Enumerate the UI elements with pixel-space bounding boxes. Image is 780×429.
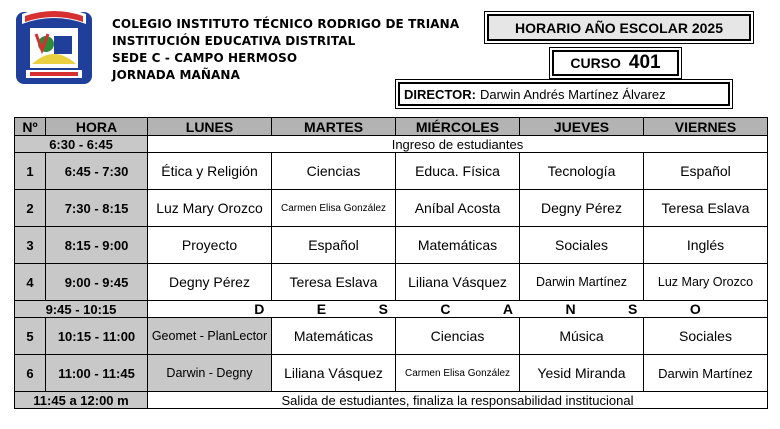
cell-lunes: Geomet - PlanLector bbox=[148, 318, 272, 355]
cell-viernes: Español bbox=[644, 153, 768, 190]
break-letter: O bbox=[689, 301, 701, 317]
col-miercoles-header: MIÉRCOLES bbox=[396, 118, 520, 136]
break-letter: C bbox=[440, 301, 451, 317]
col-hora-header: HORA bbox=[46, 118, 148, 136]
period-time: 7:30 - 8:15 bbox=[46, 190, 148, 227]
break-letter: S bbox=[628, 301, 638, 317]
institution-type: INSTITUCIÓN EDUCATIVA DISTRITAL bbox=[112, 34, 356, 48]
cell-lunes: Proyecto bbox=[148, 227, 272, 264]
break-row bbox=[15, 301, 768, 318]
period-row-3 bbox=[15, 227, 768, 264]
period-number: 4 bbox=[15, 264, 46, 301]
break-letter: A bbox=[502, 301, 514, 317]
course-number: 401 bbox=[628, 52, 661, 73]
period-row-4 bbox=[15, 264, 768, 301]
period-number: 3 bbox=[15, 227, 46, 264]
cell-lunes: Darwin - Degny bbox=[148, 355, 272, 392]
col-martes-header: MARTES bbox=[272, 118, 396, 136]
cell-viernes: Sociales bbox=[644, 318, 768, 355]
period-row-1 bbox=[15, 153, 768, 190]
course-box bbox=[552, 50, 679, 76]
cell-martes: Carmen Elisa González bbox=[272, 190, 396, 227]
cell-jueves: Yesid Miranda bbox=[520, 355, 644, 392]
cell-miercoles: Carmen Elisa González bbox=[396, 355, 520, 392]
dismissal-time: 11:45 a 12:00 m bbox=[15, 392, 148, 409]
col-num-header: Nº bbox=[15, 118, 46, 136]
director-label: DIRECTOR: bbox=[404, 86, 476, 102]
period-number: 1 bbox=[15, 153, 46, 190]
cell-jueves: Degny Pérez bbox=[520, 190, 644, 227]
period-time: 9:00 - 9:45 bbox=[46, 264, 148, 301]
cell-martes: Liliana Vásquez bbox=[272, 355, 396, 392]
period-time: 8:15 - 9:00 bbox=[46, 227, 148, 264]
period-number: 5 bbox=[15, 318, 46, 355]
break-letter: D bbox=[254, 301, 265, 317]
cell-miercoles: Matemáticas bbox=[396, 227, 520, 264]
period-number: 6 bbox=[15, 355, 46, 392]
period-time: 11:00 - 11:45 bbox=[46, 355, 148, 392]
period-row-2 bbox=[15, 190, 768, 227]
break-letter: S bbox=[378, 301, 388, 317]
cell-jueves: Música bbox=[520, 318, 644, 355]
cell-lunes: Degny Pérez bbox=[148, 264, 272, 301]
schedule-table bbox=[14, 117, 768, 409]
period-time: 6:45 - 7:30 bbox=[46, 153, 148, 190]
dismissal-row bbox=[15, 392, 768, 409]
period-row-5 bbox=[15, 318, 768, 355]
cell-miercoles: Educa. Física bbox=[396, 153, 520, 190]
arrival-text: Ingreso de estudiantes bbox=[148, 136, 768, 153]
cell-lunes: Ética y Religión bbox=[148, 153, 272, 190]
col-lunes-header: LUNES bbox=[148, 118, 272, 136]
cell-jueves: Tecnología bbox=[520, 153, 644, 190]
arrival-time: 6:30 - 6:45 bbox=[15, 136, 148, 153]
cell-martes: Teresa Eslava bbox=[272, 264, 396, 301]
col-jueves-header: JUEVES bbox=[520, 118, 644, 136]
cell-lunes: Luz Mary Orozco bbox=[148, 190, 272, 227]
cell-viernes: Luz Mary Orozco bbox=[644, 264, 768, 301]
cell-martes: Español bbox=[272, 227, 396, 264]
cell-miercoles: Liliana Vásquez bbox=[396, 264, 520, 301]
school-crest-logo bbox=[12, 4, 96, 88]
break-label bbox=[148, 301, 768, 318]
course-label: CURSO bbox=[570, 55, 621, 71]
cell-miercoles: Ciencias bbox=[396, 318, 520, 355]
school-info bbox=[112, 16, 459, 84]
arrival-row bbox=[15, 136, 768, 153]
cell-martes: Matemáticas bbox=[272, 318, 396, 355]
director-name: Darwin Andrés Martínez Álvarez bbox=[479, 86, 666, 102]
period-number: 2 bbox=[15, 190, 46, 227]
school-name: COLEGIO INSTITUTO TÉCNICO RODRIGO DE TRIANA bbox=[112, 17, 460, 31]
header-row bbox=[15, 118, 768, 136]
cell-viernes: Darwin Martínez bbox=[644, 355, 768, 392]
cell-viernes: Inglés bbox=[644, 227, 768, 264]
schedule-title: HORARIO AÑO ESCOLAR 2025 bbox=[487, 14, 751, 41]
col-viernes-header: VIERNES bbox=[644, 118, 768, 136]
break-letter: N bbox=[565, 301, 576, 317]
director-box bbox=[398, 82, 730, 106]
shift: JORNADA MAÑANA bbox=[112, 68, 240, 82]
period-row-6 bbox=[15, 355, 768, 392]
cell-jueves: Sociales bbox=[520, 227, 644, 264]
cell-viernes: Teresa Eslava bbox=[644, 190, 768, 227]
dismissal-text: Salida de estudiantes, finaliza la responsabilidad institucional bbox=[148, 392, 768, 409]
cell-jueves: Darwin Martínez bbox=[520, 264, 644, 301]
period-time: 10:15 - 11:00 bbox=[46, 318, 148, 355]
break-letter: E bbox=[316, 301, 327, 317]
cell-miercoles: Aníbal Acosta bbox=[396, 190, 520, 227]
campus: SEDE C - CAMPO HERMOSO bbox=[112, 51, 298, 65]
cell-martes: Ciencias bbox=[272, 153, 396, 190]
break-time: 9:45 - 10:15 bbox=[15, 301, 148, 318]
